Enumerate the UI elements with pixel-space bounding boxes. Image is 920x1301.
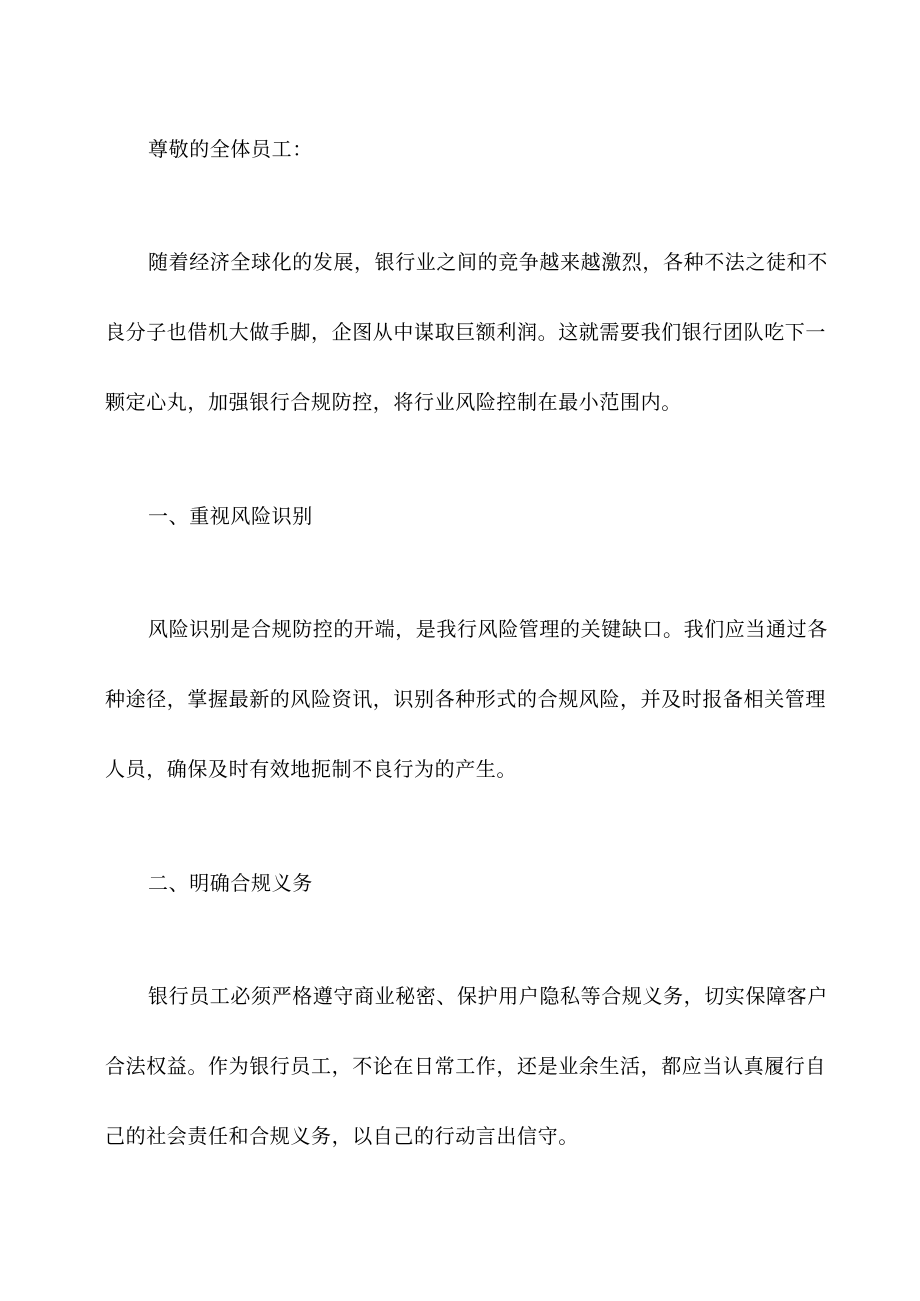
intro-paragraph-line: 颗定心丸，加强银行合规防控，将行业风险控制在最小范围内。 [105, 390, 682, 414]
section1-paragraph-line: 种途径，掌握最新的风险资讯，识别各种形式的合规风险，并及时报备相关管理 [105, 687, 826, 711]
section2-paragraph-line: 银行员工必须严格遵守商业秘密、保护用户隐私等合规义务，切实保障客户 [148, 984, 828, 1008]
salutation: 尊敬的全体员工： [148, 137, 313, 161]
intro-paragraph-line: 良分子也借机大做手脚，企图从中谋取巨额利润。这就需要我们银行团队吃下一 [105, 320, 826, 344]
section-heading: 一、重视风险识别 [148, 504, 313, 528]
section-heading: 二、明确合规义务 [148, 871, 313, 895]
section1-paragraph-line: 风险识别是合规防控的开端，是我行风险管理的关键缺口。我们应当通过各 [148, 617, 828, 641]
section2-paragraph-line: 合法权益。作为银行员工，不论在日常工作，还是业余生活，都应当认真履行自 [105, 1054, 826, 1078]
section1-paragraph-line: 人员，确保及时有效地扼制不良行为的产生。 [105, 757, 517, 781]
section2-paragraph-line: 己的社会责任和合规义务，以自己的行动言出信守。 [105, 1124, 579, 1148]
intro-paragraph-line: 随着经济全球化的发展，银行业之间的竞争越来越激烈，各种不法之徒和不 [148, 250, 828, 274]
